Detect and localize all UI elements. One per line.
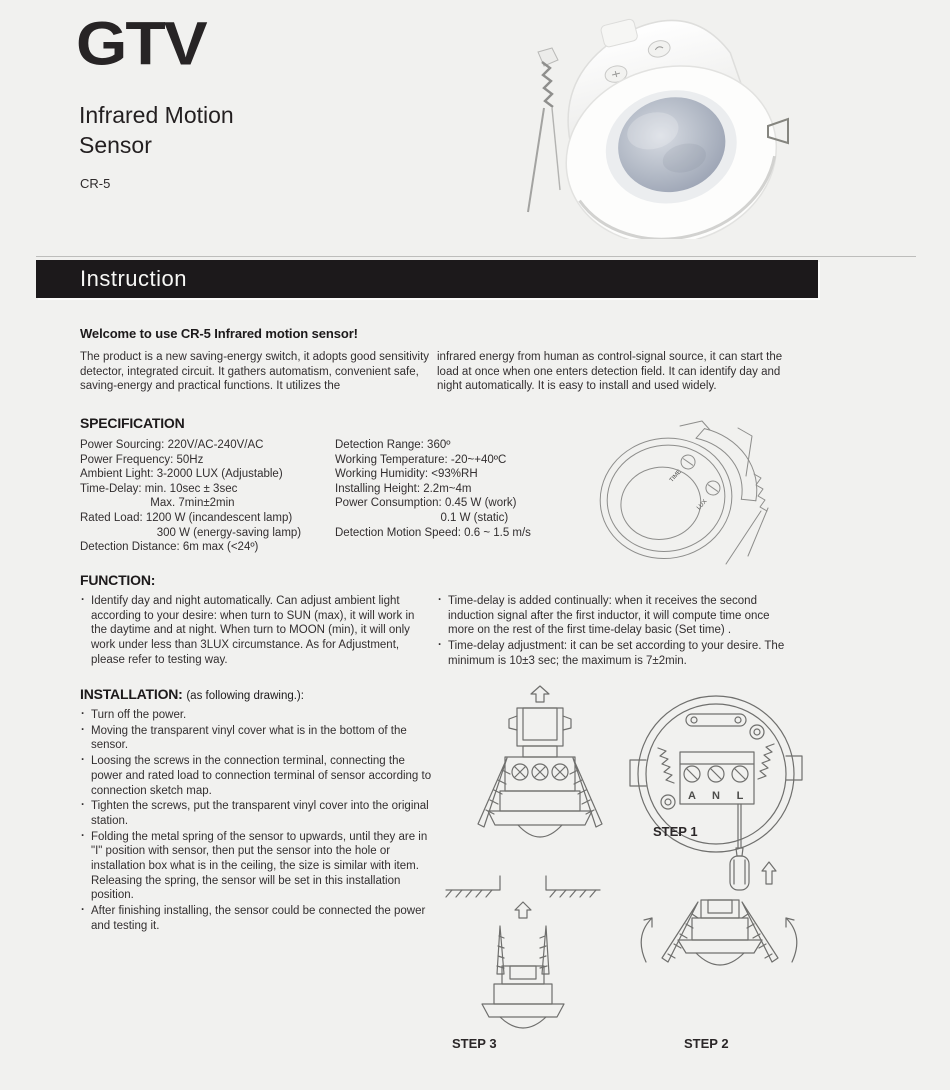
- screwdriver: [730, 804, 749, 890]
- function-bullet: · Identify day and night automatically. Can adjust ambient light according to your desire: when turn to SUN (max), it will work in the daytime and at night. When turn to MOON (min), it will only work under less than 3LUX circumstance. As for Adjustment, please refer to testing way.: [80, 594, 432, 668]
- curved-arrow-right: [786, 918, 797, 962]
- terminal-label-n: N: [712, 790, 720, 802]
- spring-holder-right: [758, 744, 802, 780]
- step2-drawing: [632, 892, 807, 1030]
- spec-line: 0.1 W (static): [335, 511, 509, 524]
- up-arrow: [515, 902, 531, 918]
- installation-list: [80, 708, 438, 935]
- spec-line: Ambient Light: 3-2000 LUX (Adjustable): [80, 468, 283, 481]
- spec-line: Installing Height: 2.2m~4m: [335, 482, 472, 495]
- installation-note: (as following drawing.):: [186, 690, 304, 702]
- product-model: CR-5: [80, 176, 111, 191]
- spring-holder-left: [630, 748, 674, 786]
- function-list-left: [80, 594, 432, 669]
- step3-drawing: [438, 870, 608, 1032]
- terminal-block: [680, 752, 754, 804]
- spec-line: Detection Distance: 6m max (<24º): [80, 541, 259, 554]
- function-bullet: · Time-delay adjustment: it can be set according to your desire. The minimum is 10±3 sec; the maximum is 7±2min.: [437, 639, 789, 668]
- function-heading: FUNCTION:: [80, 572, 156, 588]
- step1-label: STEP 1: [653, 824, 698, 839]
- divider-line: [36, 256, 916, 257]
- installation-bullet: · Folding the metal spring of the sensor to upwards, until they are in "I" position with sensor, then put the sensor into the hole or installation box what is in the ceiling, the size is similar with item. Releasing the spring, the sensor will be set in this installation position.: [80, 830, 438, 904]
- function-bullet: · Time-delay is added continually: when it receives the second induction signal after the first inductor, it will compute time once more on the rest of the first time-delay basic (Set time) .: [437, 594, 789, 638]
- specification-heading: SPECIFICATION: [80, 415, 185, 431]
- terminal-screws: [512, 764, 568, 780]
- sensor-line-drawing: [588, 416, 793, 568]
- installation-heading: INSTALLATION: (as following drawing.):: [80, 686, 304, 702]
- spring-clip-left: [528, 48, 560, 212]
- spec-line: Time-Delay: min. 10sec ± 3sec: [80, 482, 238, 495]
- welcome-heading: Welcome to use CR-5 Infrared motion sensor!: [80, 326, 358, 341]
- spec-line: Working Temperature: -20~+40ºC: [335, 453, 507, 466]
- spec-line: Max. 7min±2min: [80, 497, 235, 510]
- step3-label: STEP 3: [452, 1036, 497, 1051]
- curved-arrow-left: [641, 918, 652, 962]
- installation-bullet: · Loosing the screws in the connection terminal, connecting the power and rated load to connection terminal of sensor according to connection sketch map.: [80, 754, 438, 798]
- terminal-label-a: A: [688, 790, 696, 802]
- spec-line: Power Sourcing: 220V/AC-240V/AC: [80, 439, 264, 451]
- spec-line: Rated Load: 1200 W (incandescent lamp): [80, 511, 293, 524]
- installation-bullet: · Moving the transparent vinyl cover what is in the bottom of the sensor.: [80, 724, 438, 753]
- step2-label: STEP 2: [684, 1036, 729, 1051]
- installation-bullet: · After finishing installing, the sensor could be connected the power and testing it.: [80, 904, 438, 933]
- spec-line: Detection Range: 360º: [335, 439, 451, 451]
- spec-line: 300 W (energy-saving lamp): [80, 526, 302, 539]
- cover-removal-drawing: [470, 684, 615, 859]
- product-title: Infrared Motion Sensor: [79, 102, 234, 158]
- spec-line: Power Frequency: 50Hz: [80, 453, 204, 466]
- spec-line: Power Consumption: 0.45 W (work): [335, 497, 517, 510]
- up-arrow: [762, 862, 776, 884]
- gtv-logo: GTV: [76, 8, 206, 78]
- knob-label-lux: LUX: [696, 498, 709, 512]
- instruction-bar: [36, 260, 818, 298]
- terminal-label-l: L: [736, 790, 744, 802]
- product-photo: [486, 4, 821, 239]
- installation-bullet: · Tighten the screws, put the transparent vinyl cover into the original station.: [80, 799, 438, 828]
- step1-drawing: [628, 684, 803, 892]
- intro-paragraph-left: The product is a new saving-energy switch, it adopts good sensitivity detector, integrated circuit. It gathers automatism, convenient safe, saving-energy and practical functions. It utilizes the: [80, 351, 430, 393]
- spec-line: Detection Motion Speed: 0.6 ~ 1.5 m/s: [335, 526, 531, 539]
- specification-list-left: [80, 438, 340, 555]
- spec-line: Working Humidity: <93%RH: [335, 468, 478, 481]
- knob-label-time: TIME: [668, 469, 683, 484]
- specification-list-right: [335, 438, 585, 540]
- instruction-bar-title: Instruction: [80, 266, 187, 291]
- ceiling-section: [446, 876, 600, 897]
- installation-bullet: · Turn off the power.: [80, 708, 438, 723]
- intro-paragraph-right: infrared energy from human as control-signal source, it can start the load at once when one enters detection field. It can identify day and night automatically. It is easy to install and used widely.: [437, 351, 783, 393]
- function-list-right: [437, 594, 789, 670]
- spring-left-up: [497, 926, 504, 974]
